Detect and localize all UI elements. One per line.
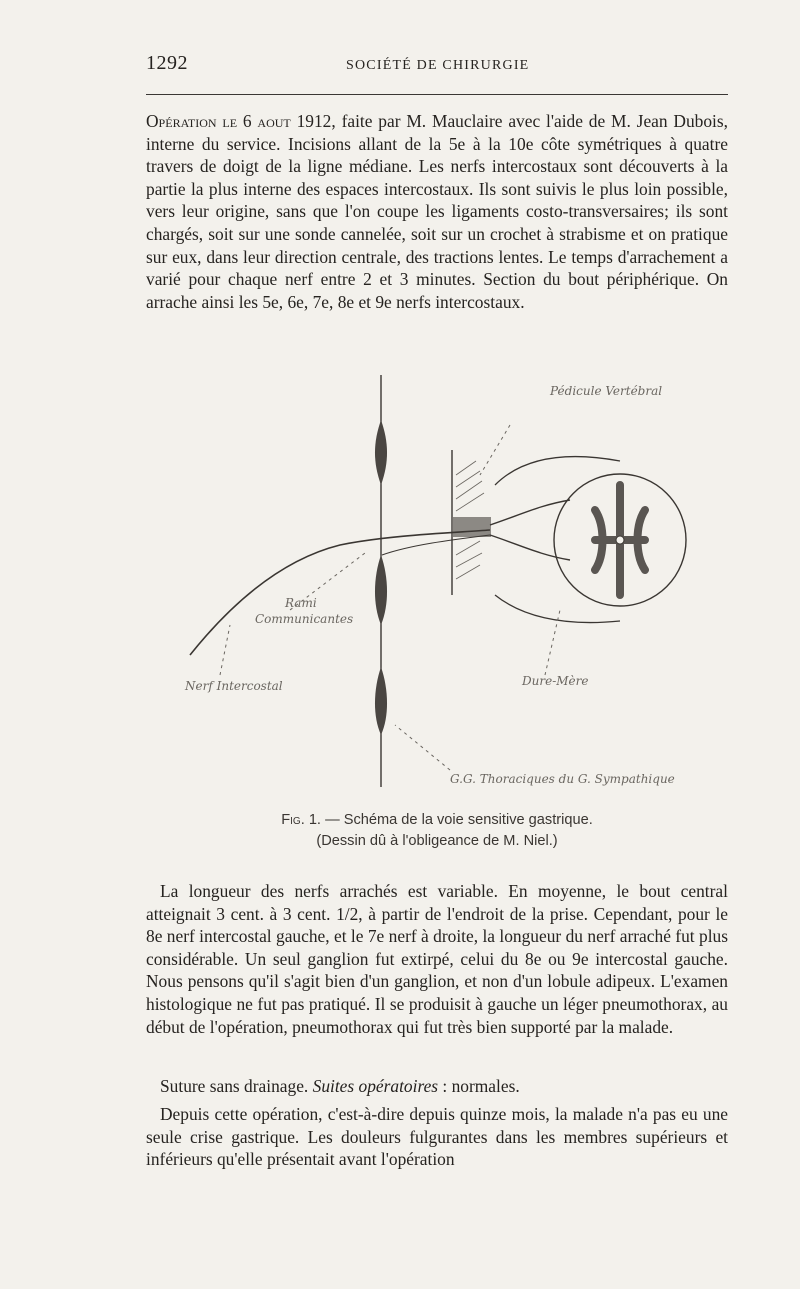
label-rami: Rami	[285, 596, 317, 610]
suites-operatoires: Suites opératoires	[312, 1076, 439, 1096]
ganglion-upper	[375, 420, 387, 485]
figure-caption-label: Fig. 1.	[281, 812, 321, 828]
suture-text: Suture sans drainage.	[160, 1076, 309, 1096]
intercostal-nerve	[190, 530, 490, 655]
operation-text: faite par M. Mauclaire avec l'aide de M. Jean Dubois, interne du service. Incisions allant de la 5e à la 10e côte symétriques à quatre travers de doigt de la ligne médiane. Les nerfs intercostaux sont découverts à la partie la plus interne des espaces intercostaux. Ils sont suivis le plus loin possible, vers leur origine, sans que l'on coupe les ligaments costo-transversaires; ils sont chargés, soit sur une sonde cannelée, soit sur un crochet à strabisme et on pratique sur eux, dans leur direction centrale, des tractions lentes. Le temps d'arrachement a varié pour chaque nerf entre 2 et 3 minutes. Section du bout périphérique. On arrache ainsi les 5e, 6e, 7e, 8e et 9e nerfs intercostaux.	[146, 111, 729, 312]
ganglion-middle	[375, 555, 387, 625]
label-ganglions: G.G. Thoraciques du G. Sympathique	[450, 772, 675, 786]
paragraph-nerve-length: La longueur des nerfs arrachés est variable. En moyenne, le bout central atteignait 3 cent. à 3 cent. 1/2, à partir de l'endroit de la prise. Cependant, pour le 8e nerf intercostal gauche, et le 7e nerf à droite, la longueur du nerf arraché fut plus considérable. Un seul ganglion fut extirpé, celui du 8e ou 9e intercostal gauche. Nous pensons qu'il s'agit bien d'un ganglion, et non d'un lobule adipeux. L'examen histologique ne fut pas pratiqué. Il se produisit à gauche un léger pneumothorax, au début de l'opération, pneumothorax qui fut très bien supporté par la malade.	[146, 881, 728, 1037]
suture-result: : normales.	[442, 1076, 520, 1096]
header-rule	[146, 94, 728, 95]
figure-caption	[146, 810, 728, 830]
figure-caption-text: — Schéma de la voie sensitive gastrique.	[325, 812, 593, 828]
paragraph-suture	[146, 1075, 728, 1098]
paragraph-outcome: Depuis cette opération, c'est-à-dire depuis quinze mois, la malade n'a pas eu une seule crise gastrique. Les douleurs fulgurantes dans les membres supérieurs et inférieurs qu'elle présentait avant l'opération	[146, 1104, 728, 1170]
dorsal-root	[490, 500, 570, 525]
ganglion-lower	[375, 667, 387, 735]
ventral-root	[490, 535, 570, 560]
label-nerf-intercostal: Nerf Intercostal	[185, 679, 283, 693]
label-dure-mere: Dure-Mère	[522, 674, 589, 688]
nerve-pathway-diagram	[150, 365, 730, 805]
foramen-root	[453, 517, 491, 537]
label-pedicule: Pédicule Vertébral	[550, 384, 663, 398]
dura-arc-upper	[495, 457, 620, 485]
central-canal	[616, 536, 624, 544]
leader-ganglions	[395, 725, 450, 770]
figure-credit: (Dessin dû à l'obligeance de M. Niel.)	[316, 833, 558, 849]
running-title: SOCIÉTÉ DE CHIRURGIE	[346, 58, 530, 73]
page-number: 1292	[146, 52, 188, 74]
operation-lead: Opération le 6 aout 1912,	[146, 111, 336, 131]
label-communicantes: Communicantes	[255, 612, 354, 626]
page-header	[146, 52, 728, 82]
leader-nerf	[220, 625, 230, 675]
dura-arc-lower	[495, 595, 620, 623]
leader-pedicule	[480, 425, 510, 475]
operation-paragraph	[146, 110, 728, 313]
